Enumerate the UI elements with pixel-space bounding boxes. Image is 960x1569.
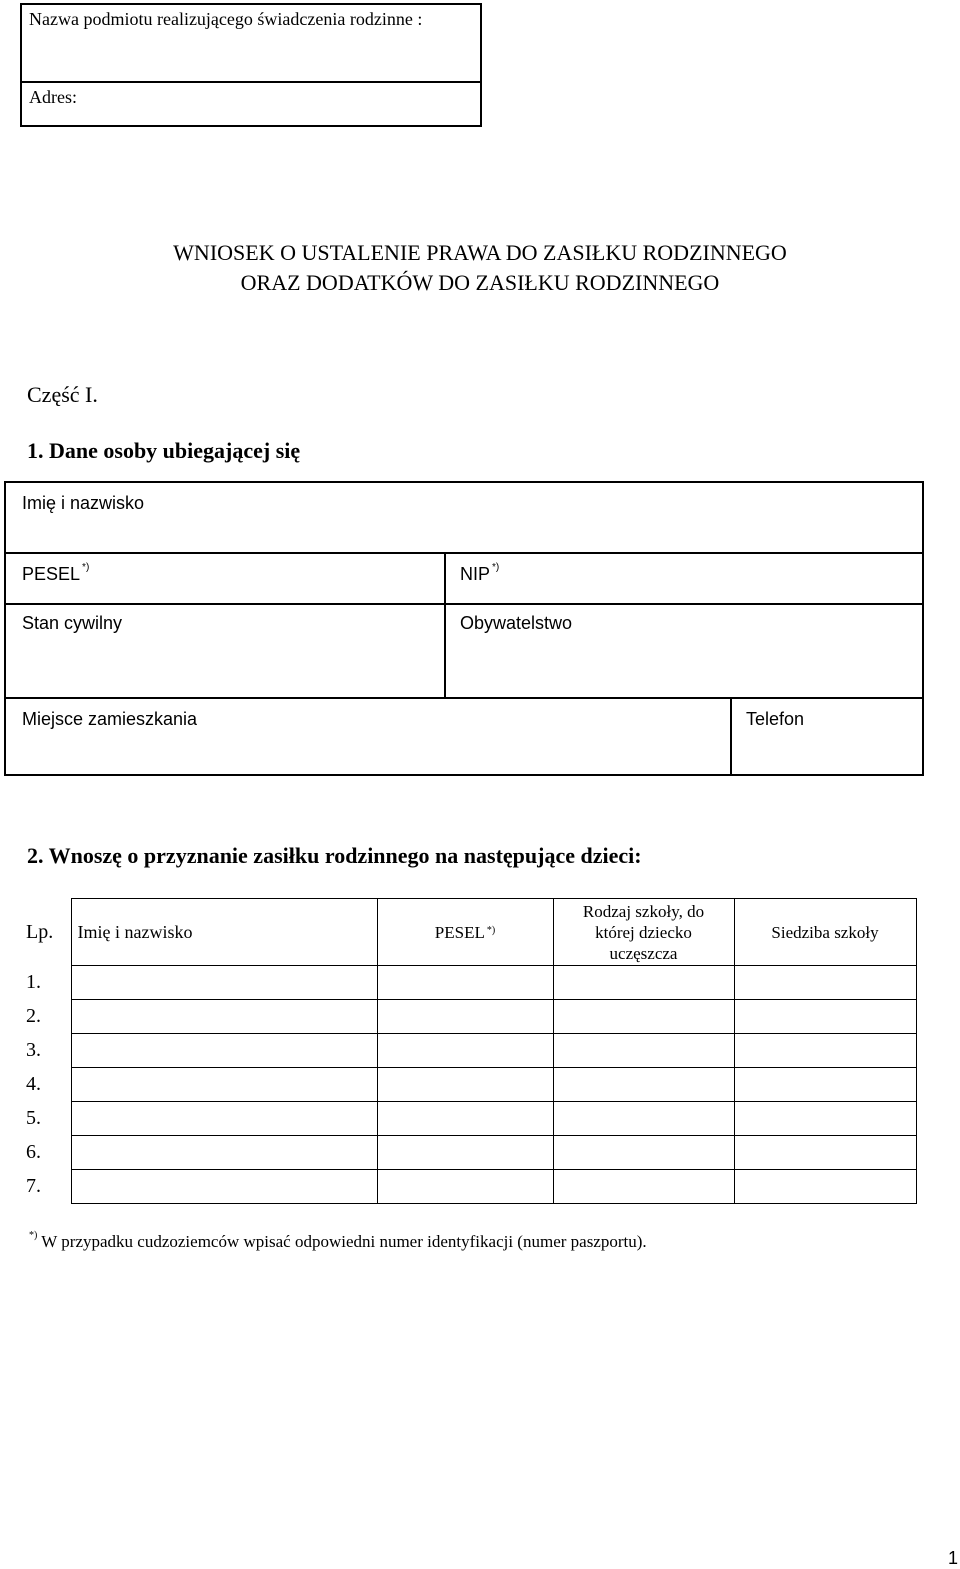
child-name-cell[interactable] — [71, 966, 377, 1000]
school-type-cell[interactable] — [553, 1068, 734, 1102]
col-lp: Lp. — [20, 899, 71, 966]
section1-heading: 1. Dane osoby ubiegającej się — [27, 438, 301, 463]
row-number: 3. — [20, 1034, 71, 1068]
form-title-line2: ORAZ DODATKÓW DO ZASIŁKU RODZINNEGO — [240, 270, 720, 295]
row-number: 5. — [20, 1102, 71, 1136]
row-number: 4. — [20, 1068, 71, 1102]
child-pesel-cell[interactable] — [377, 1034, 553, 1068]
nip-label: NIP *) — [460, 562, 500, 584]
row-number: 7. — [20, 1170, 71, 1204]
table-row — [20, 1034, 916, 1068]
form-title-line1: WNIOSEK O USTALENIE PRAWA DO ZASIŁKU RODZINNEGO — [173, 240, 787, 265]
part-heading: Część I. — [27, 382, 98, 407]
col-pesel: PESEL *) — [377, 899, 553, 966]
child-pesel-cell[interactable] — [377, 1068, 553, 1102]
entity-name-label: Nazwa podmiotu realizującego świadczenia rodzinne : — [29, 9, 423, 29]
school-type-cell[interactable] — [553, 1102, 734, 1136]
nip-field[interactable] — [444, 552, 924, 605]
school-seat-cell[interactable] — [734, 966, 916, 1000]
school-seat-cell[interactable] — [734, 1000, 916, 1034]
school-type-cell[interactable] — [553, 1000, 734, 1034]
citizenship-field[interactable] — [444, 603, 924, 699]
table-row — [20, 1000, 916, 1034]
children-table — [20, 898, 917, 1204]
entity-header-box — [20, 3, 482, 127]
school-seat-cell[interactable] — [734, 1136, 916, 1170]
child-pesel-cell[interactable] — [377, 966, 553, 1000]
footnote — [27, 1232, 647, 1252]
row-number: 1. — [20, 966, 71, 1000]
row-number: 2. — [20, 1000, 71, 1034]
row-number: 6. — [20, 1136, 71, 1170]
child-name-cell[interactable] — [71, 1000, 377, 1034]
entity-name-field[interactable] — [22, 5, 480, 83]
table-row — [20, 966, 916, 1000]
phone-label: Telefon — [746, 709, 805, 729]
residence-field[interactable] — [4, 697, 732, 776]
child-pesel-cell[interactable] — [377, 1102, 553, 1136]
child-name-cell[interactable] — [71, 1068, 377, 1102]
residence-label: Miejsce zamieszkania — [22, 709, 198, 729]
school-seat-cell[interactable] — [734, 1170, 916, 1204]
col-pesel-star-mark: *) — [486, 924, 496, 936]
table-row — [20, 1170, 916, 1204]
col-school-type: Rodzaj szkoły, do której dziecko uczęszcza — [553, 899, 734, 966]
school-type-cell[interactable] — [553, 966, 734, 1000]
school-type-cell[interactable] — [553, 1034, 734, 1068]
applicant-name-label: Imię i nazwisko — [22, 493, 145, 513]
child-name-cell[interactable] — [71, 1102, 377, 1136]
pesel-field[interactable] — [4, 552, 446, 605]
civil-status-field[interactable] — [4, 603, 446, 699]
table-row — [20, 1102, 916, 1136]
table-row — [20, 1068, 916, 1102]
school-seat-cell[interactable] — [734, 1034, 916, 1068]
child-pesel-cell[interactable] — [377, 1170, 553, 1204]
col-child-name: Imię i nazwisko — [71, 899, 377, 966]
footnote-mark: *) — [29, 1230, 38, 1241]
school-seat-cell[interactable] — [734, 1102, 916, 1136]
school-type-cell[interactable] — [553, 1136, 734, 1170]
child-name-cell[interactable] — [71, 1136, 377, 1170]
phone-field[interactable] — [730, 697, 924, 776]
col-school-seat: Siedziba szkoły — [734, 899, 916, 966]
page-number: 1 — [947, 1548, 958, 1568]
school-seat-cell[interactable] — [734, 1068, 916, 1102]
applicant-name-field[interactable] — [4, 481, 924, 554]
children-table-header — [20, 899, 916, 966]
civil-status-label: Stan cywilny — [22, 613, 123, 633]
child-pesel-cell[interactable] — [377, 1000, 553, 1034]
school-type-cell[interactable] — [553, 1170, 734, 1204]
footnote-text: W przypadku cudzoziemców wpisać odpowiedni numer identyfikacji (numer paszportu). — [41, 1232, 647, 1251]
pesel-label: PESEL *) — [22, 562, 90, 584]
citizenship-label: Obywatelstwo — [460, 613, 573, 633]
nip-star-mark: *) — [492, 562, 500, 573]
section2-heading: 2. Wnoszę o przyznanie zasiłku rodzinnego na następujące dzieci: — [27, 843, 642, 868]
child-pesel-cell[interactable] — [377, 1136, 553, 1170]
address-label: Adres: — [29, 87, 77, 107]
pesel-star-mark: *) — [82, 562, 90, 573]
child-name-cell[interactable] — [71, 1034, 377, 1068]
table-row — [20, 1136, 916, 1170]
child-name-cell[interactable] — [71, 1170, 377, 1204]
